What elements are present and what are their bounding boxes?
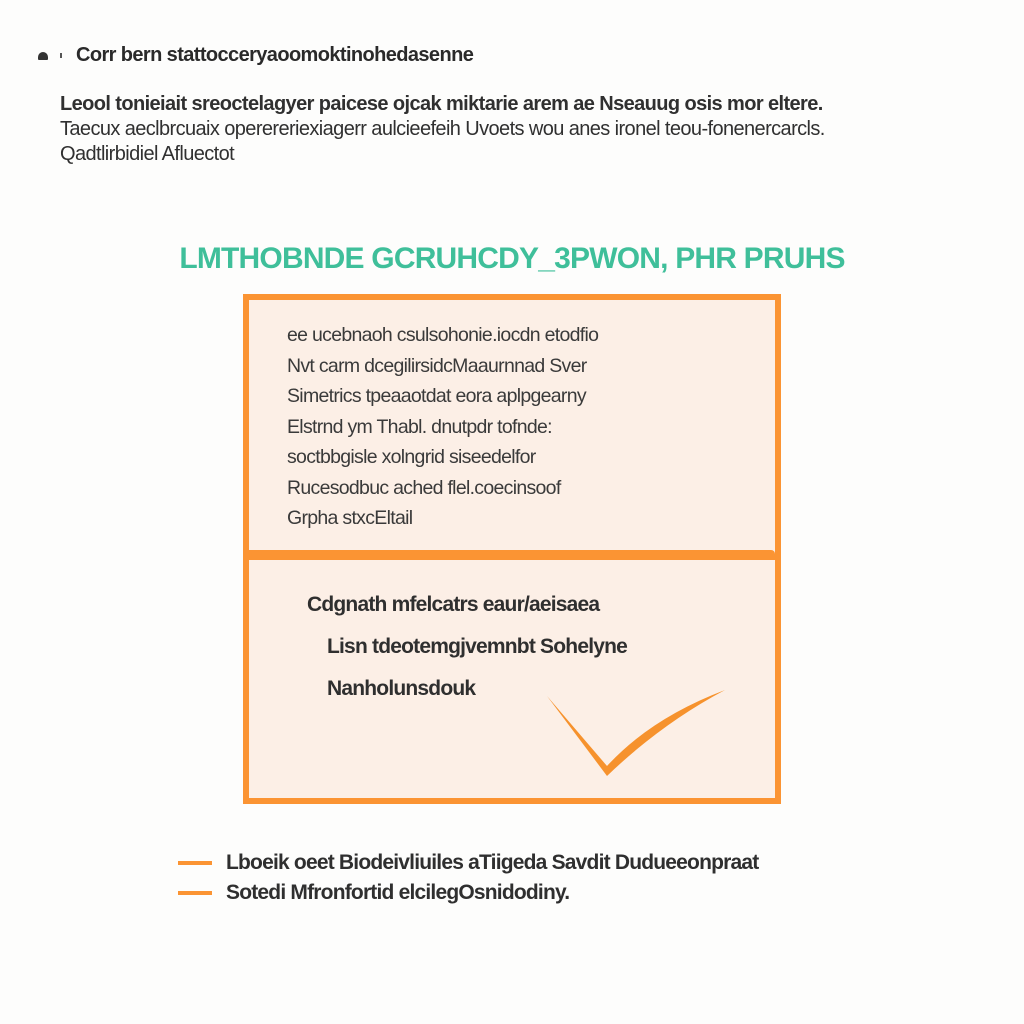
intro-line: Taecux aeclbrcuaix operereriexiagerr aulcieefeih Uvoets wou anes ironel teou-fonenercarcls. bbox=[60, 118, 825, 140]
card-line: soctbbgisle xolngrid siseedelfor bbox=[287, 446, 536, 468]
dash-marker-icon bbox=[178, 861, 212, 865]
card-line: Rucesodbuc ached flel.coecinsoof bbox=[287, 476, 561, 499]
dash-marker-icon bbox=[178, 891, 212, 895]
bullet-item bbox=[178, 878, 758, 908]
card-line: Elstrnd ym Thabl. dnutpdr tofnde: bbox=[287, 415, 552, 438]
card-line: Cdgnath mfelcatrs eaur/aeisaea bbox=[307, 593, 600, 616]
card-top-text bbox=[287, 320, 687, 534]
bullet-list bbox=[178, 848, 758, 908]
intro-line: Leool tonieiait sreoctelagyer paicese ojcak miktarie arem ae Nseauug osis mor eltere. bbox=[60, 93, 823, 115]
card-line: Nvt carm dcegilirsidcMaaurnnad Sver bbox=[287, 354, 587, 377]
intro-paragraph bbox=[60, 92, 940, 167]
card-divider bbox=[249, 550, 775, 560]
section-heading: LMTHOBNDE GCRUHCDY_3PWON, PHR PRUHS bbox=[179, 242, 845, 275]
bullet-icon bbox=[38, 52, 48, 60]
card-line: Lisn tdeotemgjvemnbt Sohelyne bbox=[327, 635, 628, 658]
checkmark-icon bbox=[541, 684, 731, 784]
card-line: Grpha stxcEltail bbox=[287, 507, 413, 529]
info-card bbox=[243, 294, 781, 804]
header-line bbox=[38, 44, 473, 67]
bullet-item bbox=[178, 848, 758, 878]
card-line: Simetrics tpeaaotdat eora aplpgearny bbox=[287, 385, 586, 407]
bullet-text: Lboeik oeet Biodeivliuiles aTiigeda Savdit Dudueeonpraat bbox=[226, 851, 759, 874]
bullet-text: Sotedi Mfronfortid elcilegOsnidodiny. bbox=[226, 881, 570, 904]
separator-dot bbox=[60, 53, 62, 58]
card-line: Nanholunsdouk bbox=[327, 677, 476, 700]
intro-line: Qadtlirbidiel Afluectot bbox=[60, 143, 235, 165]
card-line: ee ucebnaoh csulsohonie.iocdn etodfio bbox=[287, 324, 599, 346]
header-title: Corr bern stattocceryaoomoktinohedasenne bbox=[76, 44, 474, 66]
